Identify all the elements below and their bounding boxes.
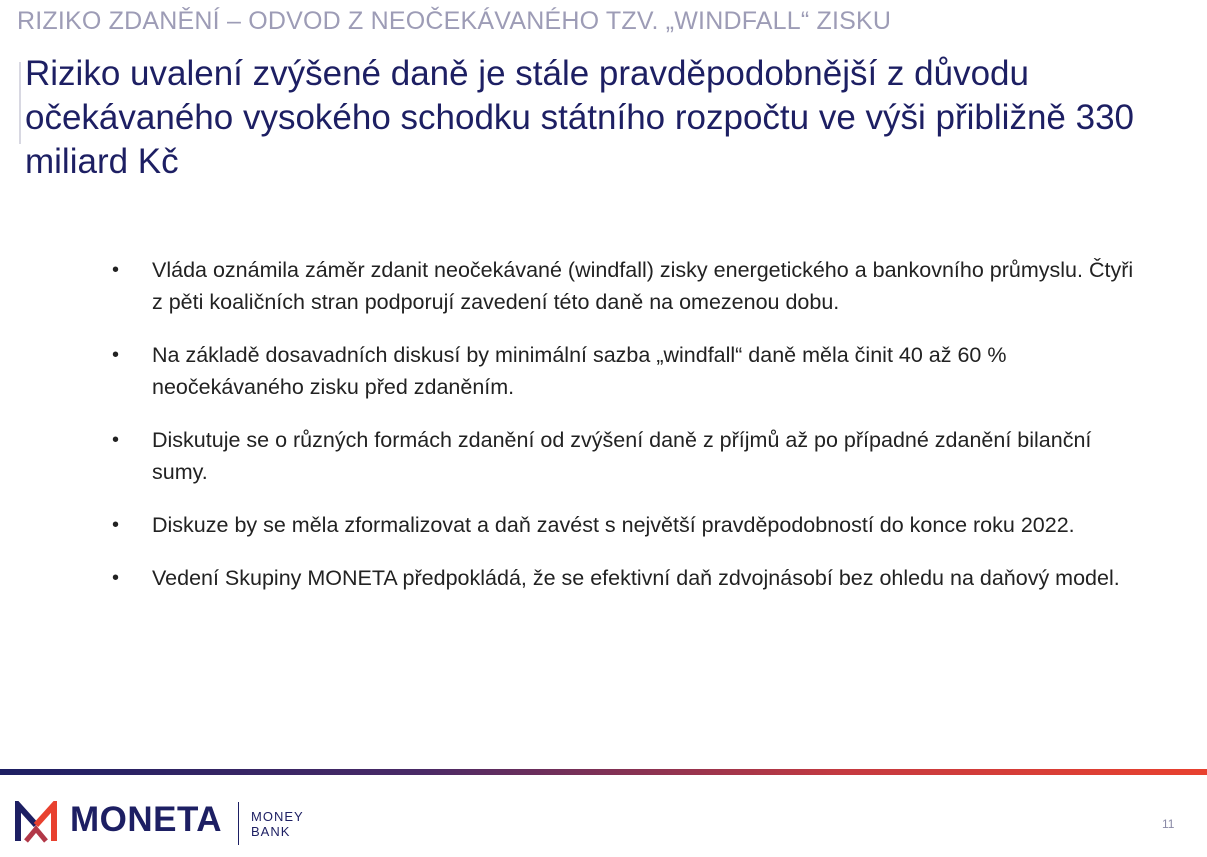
bullet-text: Vedení Skupiny MONETA předpokládá, že se efektivní daň zdvojnásobí bez ohledu na daňový model.: [152, 566, 1120, 590]
bullet-item: [108, 562, 1148, 594]
bullet-item: [108, 254, 1148, 318]
bullet-item: [108, 509, 1148, 541]
logo-subtitle-line1: MONEY: [251, 809, 304, 824]
footer-gradient-line: [0, 769, 1207, 775]
bullet-marker: •: [112, 514, 120, 536]
bullet-list: [108, 254, 1148, 615]
bullet-marker: •: [112, 344, 120, 366]
bullet-text: Diskutuje se o různých formách zdanění od zvýšení daně z příjmů až po případné zdanění bilanční sumy.: [152, 428, 1092, 484]
bullet-marker: •: [112, 567, 120, 589]
slide-title: Riziko uvalení zvýšené daně je stále pravděpodobnější z důvodu očekávaného vysokého schodku státního rozpočtu ve výši přibližně 330 miliard Kč: [25, 54, 1134, 181]
moneta-m-logo-icon: [14, 801, 58, 845]
page-number: 11: [1162, 817, 1175, 831]
bullet-text: Vláda oznámila záměr zdanit neočekávané (windfall) zisky energetického a bankovního průmyslu. Čtyři z pěti koaličních stran podporují zavedení této daně na omezenou dobu.: [152, 258, 1134, 314]
logo-wordmark: MONETA: [70, 800, 223, 839]
bullet-item: [108, 424, 1148, 488]
title-accent-bar: [19, 62, 21, 144]
bullet-text: Na základě dosavadních diskusí by minimální sazba „windfall“ daně měla činit 40 až 60 % neočekávaného zisku před zdaněním.: [152, 343, 1007, 399]
bullet-marker: •: [112, 259, 120, 281]
section-title: RIZIKO ZDANĚNÍ – ODVOD Z NEOČEKÁVANÉHO TZV. „WINDFALL“ ZISKU: [17, 7, 892, 35]
bullet-marker: •: [112, 429, 120, 451]
logo-subtitle: [251, 809, 304, 839]
logo-divider: [238, 802, 239, 845]
bullet-item: [108, 339, 1148, 403]
bullet-text: Diskuze by se měla zformalizovat a daň zavést s největší pravděpodobností do konce roku 2022.: [152, 513, 1075, 537]
logo-subtitle-line2: BANK: [251, 824, 291, 839]
